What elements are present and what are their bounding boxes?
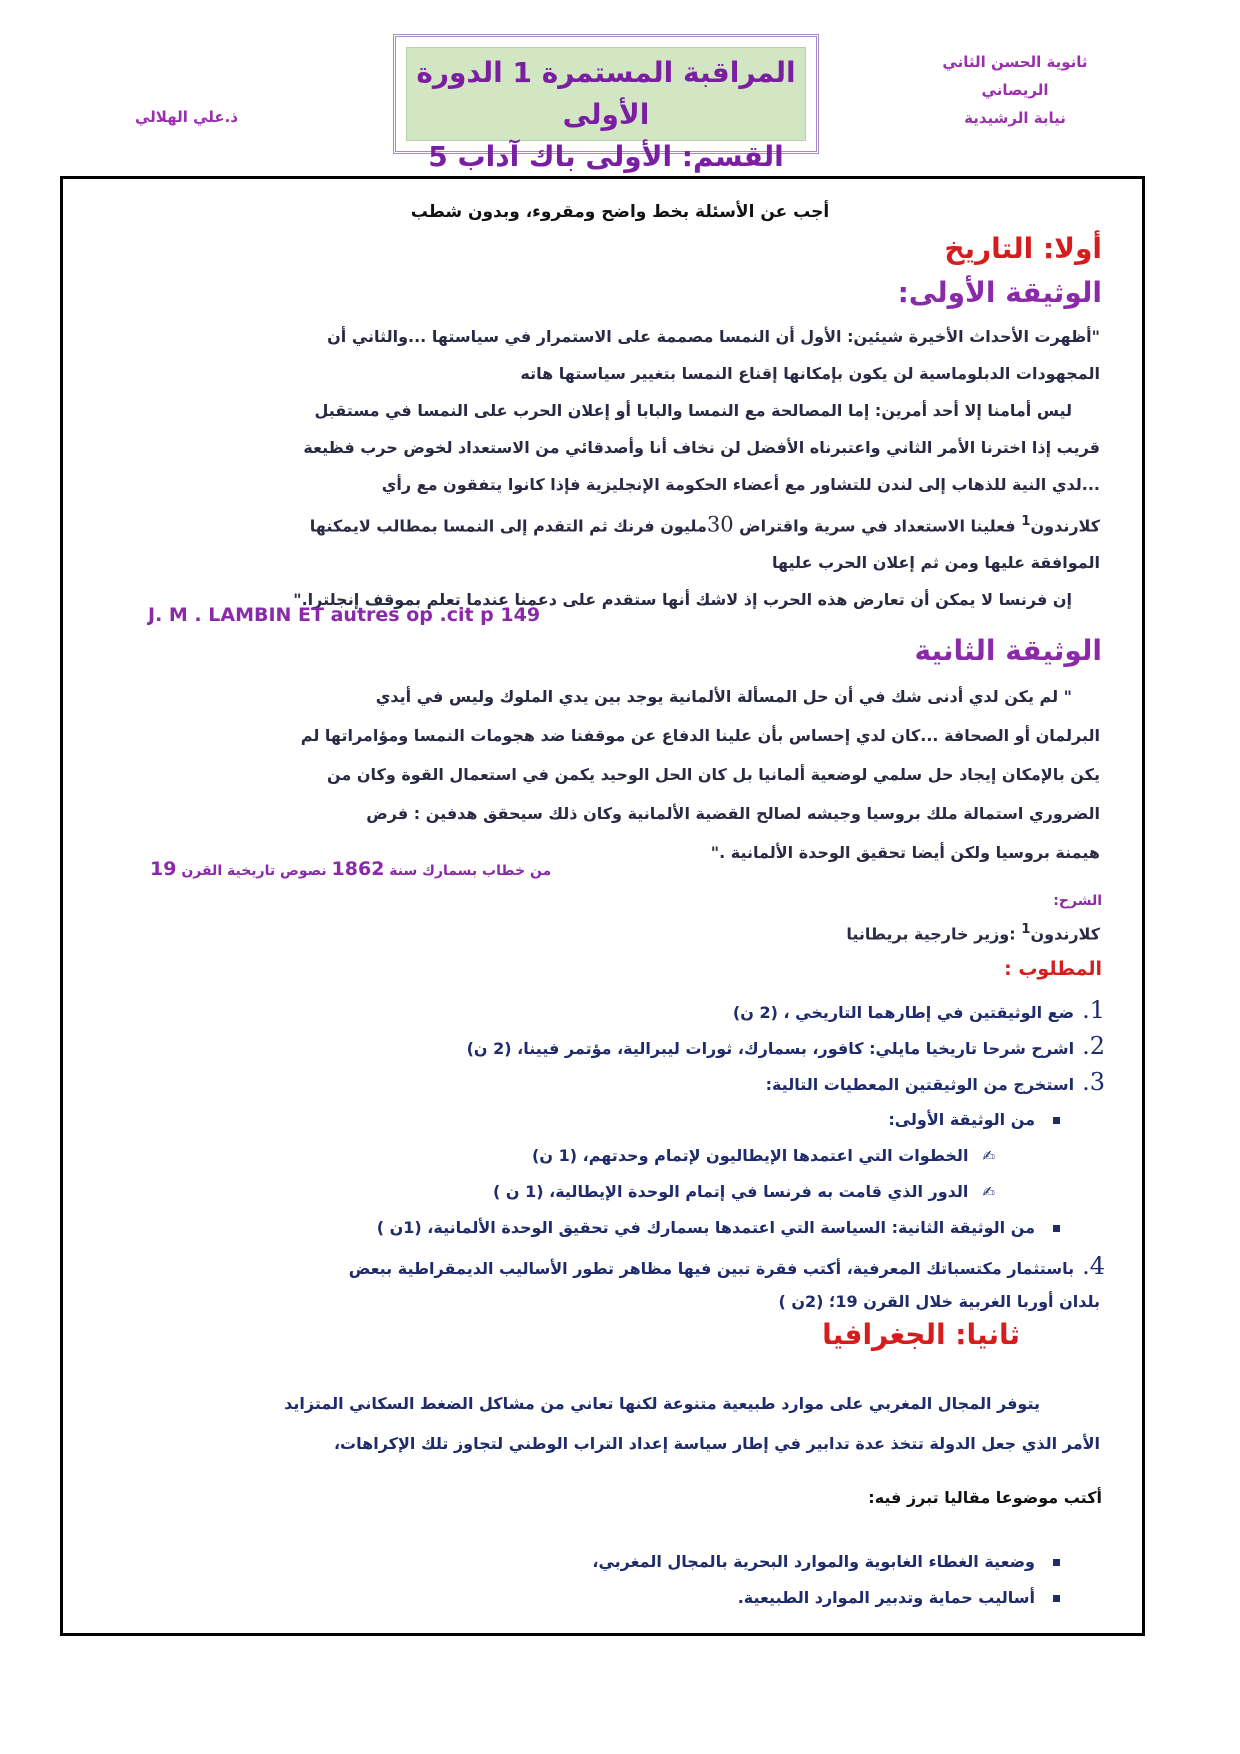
geography-section-title: ثانيا: الجغرافيا [822,1318,1020,1351]
doc1-line: ليس أمامنا إلا أحد أمرين: إما المصالحة مع النمسا والبابا أو إعلان الحرب على النمسا في مستقبل [314,401,1072,420]
question-3 [766,1066,1105,1101]
doc1-line [150,503,1100,544]
pencil-icon: ✍ [982,1183,995,1201]
doc2-line: يكن بالإمكان إيجاد حل سلمي لوضعية ألمانيا بل كان الحل الوحيد يكمن في استعمال القوة وكان من [326,765,1100,784]
school-line-2: الريصاني [981,81,1049,99]
school-line-1: ثانوية الحسن الثاني [942,53,1088,71]
doc1-line: قريب إذا اخترنا الأمر الثاني واعتبرناه الأفضل لن نخاف أنا وأصدقائي من الاستعداد لخوض حرب فظيعة [303,438,1100,457]
geography-line: يتوفر المجال المغربي على موارد طبيعية متنوعة لكنها تعاني من مشاكل الضغط السكاني المتزايد [284,1394,1040,1413]
sharh-def: :وزير خارجية بريطانيا [846,924,1022,944]
question-text: اشرح شرحا تاريخيا مايلي: كافور، بسمارك، ثورات ليبرالية، مؤتمر فيينا، (2 ن) [466,1039,1075,1058]
question-4 [349,1250,1105,1285]
instructions: أجب عن الأسئلة بخط واضح ومقروء، وبدون شطب [410,202,830,222]
question-number: 2. [1082,1032,1105,1060]
school-line-3: نيابة الرشيدية [964,109,1066,127]
point-text: وضعية الغطاء الغابوية والموارد البحرية بالمجال المغربي، [592,1552,1035,1571]
doc1-source: J. M . LAMBIN ET autres op .cit p 149 [148,604,541,626]
square-bullet-icon [1053,1559,1060,1566]
school-name [930,48,1100,132]
doc1-fragment: مليون فرنك ثم التقدم إلى النمسا بمطالب لايمكنها [309,516,707,536]
doc2-line: " لم يكن لدي أدنى شك في أن حل المسألة الألمانية يوجد بين يدي الملوك وليس في أيدي [375,687,1072,706]
square-bullet-icon [1053,1117,1060,1124]
question-3a1 [532,1140,995,1172]
doc2-source [150,858,551,880]
question-text: الخطوات التي اعتمدها الإيطاليون لإتمام وحدتهم، (1 ن) [532,1146,969,1165]
geography-point-1 [592,1546,1060,1578]
question-2 [467,1030,1105,1065]
point-text: أساليب حماية وتدبير الموارد الطبيعية. [737,1588,1035,1607]
doc2-source-text: من خطاب بسمارك سنة [384,863,552,879]
doc2-line: الضروري استمالة ملك بروسيا وجيشه لصالح القضية الألمانية وكان ذلك سيحقق هدفين : فرض [366,804,1100,823]
title-line-1: المراقبة المستمرة 1 الدورة الأولى [416,56,796,131]
geography-intro [150,1384,1100,1464]
square-bullet-icon [1053,1225,1060,1232]
term-clarendon: كلارندون [1030,516,1100,536]
history-section-title: أولا: التاريخ [944,232,1102,265]
doc1-title: الوثيقة الأولى: [897,276,1102,309]
title-box [406,47,806,173]
doc1-text [150,318,1100,618]
question-number: 4. [1082,1252,1105,1280]
question-number: 1. [1082,996,1105,1024]
question-3a [888,1104,1060,1136]
question-number: 3. [1082,1068,1105,1096]
geography-task: أكتب موضوعا مقاليا تبرز فيه: [868,1488,1102,1507]
question-3b [377,1212,1060,1244]
title-frame [393,34,819,173]
sharh-term: كلارندون [1030,924,1100,944]
question-text: من الوثيقة الثانية: السياسة التي اعتمدها بسمارك في تحقيق الوحدة الألمانية، (1ن ) [376,1218,1035,1237]
doc1-line: المجهودات الدبلوماسية لن يكون بإمكانها إقناع النمسا بتغيير سياستها هاته [520,364,1100,383]
doc2-text [150,677,1100,872]
title-line-2: القسم: الأولى باك آداب 5 [428,140,784,173]
question-text: من الوثيقة الأولى: [888,1110,1035,1129]
doc2-title: الوثيقة الثانية [914,634,1102,667]
question-4-cont: بلدان أوربا الغربية خلال القرن 19؛ (2ن ) [778,1292,1100,1311]
doc2-source-century: 19 [150,858,177,880]
doc2-source-text: نصوص تاريخية القرن [176,863,332,879]
question-3a2 [493,1176,995,1208]
question-1 [733,994,1105,1029]
doc2-line: هيمنة بروسيا ولكن أيضا تحقيق الوحدة الألمانية ." [710,843,1100,862]
teacher-name: ذ.علي الهلالي [135,108,239,126]
geography-point-2 [738,1582,1060,1614]
doc1-line: الموافقة عليها ومن ثم إعلان الحرب عليها [771,553,1100,573]
number-30: 30 [706,512,734,537]
footnote-ref: 1 [1021,922,1031,937]
question-text: باستثمار مكتسباتك المعرفية، أكتب فقرة تبين فيها مظاهر تطور الأساليب الديمقراطية ببعض [348,1259,1075,1278]
pencil-icon: ✍ [982,1147,995,1165]
doc2-source-year: 1862 [331,858,385,880]
footnote-ref: 1 [1021,514,1031,529]
question-text: الدور الذي قامت به فرنسا في إتمام الوحدة الإيطالية، (1 ن ) [492,1182,969,1201]
doc1-line: ...لدي النية للذهاب إلى لندن للتشاور مع أعضاء الحكومة الإنجليزية فإذا كانوا يتفقون مع رأي [381,475,1100,494]
square-bullet-icon [1053,1595,1060,1602]
question-text: ضع الوثيقتين في إطارهما التاريخي ، (2 ن) [732,1003,1075,1022]
doc1-fragment: فعلينا الاستعداد في سرية واقتراض [733,516,1022,536]
sharh-title: الشرح: [1053,893,1102,909]
geography-line: الأمر الذي جعل الدولة تتخذ عدة تدابير في إطار سياسة إعداد التراب الوطني لتجاوز تلك الإكراهات، [333,1434,1100,1453]
doc1-line: "أظهرت الأحداث الأخيرة شيئين: الأول أن النمسا مصممة على الاستمرار في سياستها ...والثاني أن [327,327,1100,346]
matloub-title: المطلوب : [1004,958,1102,980]
doc1-line: إن فرنسا لا يمكن أن تعارض هذه الحرب إذ لاشك أنها ستقدم على دعمنا عندما تعلم بموقف إنجلترا." [293,590,1072,610]
question-text: استخرج من الوثيقتين المعطيات التالية: [765,1075,1075,1094]
doc2-line: البرلمان أو الصحافة ...كان لدي إحساس بأن علينا الدفاع عن موقفنا ضد هجومات النمسا ومؤامراتها لم [300,726,1100,745]
sharh-definition [846,922,1100,943]
